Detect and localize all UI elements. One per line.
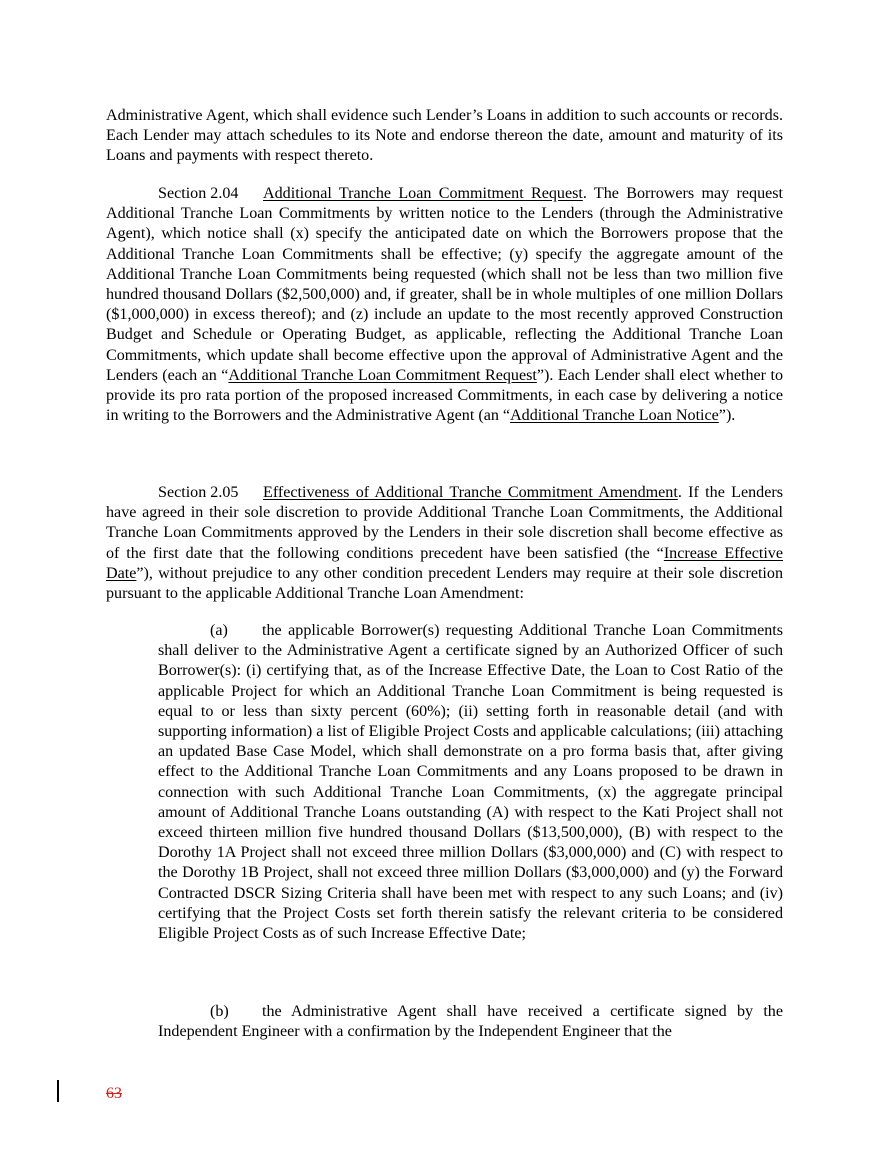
section-2-05-paragraph — [106, 483, 783, 604]
clause-text: the applicable Borrower(s) requesting Additional Tranche Loan Commitments shall deliver to the Administrative Agent a certificate signed by an Authorized Officer of such Borrower(s): (i) certifying that, as of the Increase Effective Date, the Loan to Cost Ratio of the applicable Project for which an Additional Tranche Loan Commitment is being requested is equal to or less than sixty percent (60%); (ii) setting forth in reasonable detail (and with supporting information) a list of Eligible Project Costs and applicable calculations; (iii) attaching an updated Base Case Model, which shall demonstrate on a pro forma basis that, after giving effect to the Additional Tranche Loan Commitments and any Loans proposed to be drawn in connection with such Additional Tranche Loan Commitments, (x) the aggregate principal amount of Additional Tranche Loans outstanding (A) with respect to the Kati Project shall not exceed thirteen million five hundred thousand Dollars ($13,500,000), (B) with respect to the Dorothy 1A Project shall not exceed three million Dollars ($3,000,000) and (C) with respect to the Dorothy 1B Project, shall not exceed three million Dollars ($3,000,000) and (y) the Forward Contracted DSCR Sizing Criteria shall have been met with respect to any such Loans; and (iv) certifying that the Project Costs set forth therein satisfy the relevant criteria to be considered Eligible Project Costs as of such Increase Effective Date; — [158, 622, 783, 943]
section-body-part: . The Borrowers may request Additional Tranche Loan Commitments by written notice to the Lenders (through the Administrative Agent), which notice shall (x) specify the anticipated date on which the Borrowers propose that the Additional Tranche Loan Commitments shall be effective; (y) specify the aggregate amount of the Additional Tranche Loan Commitments being requested (which shall not be less than two million five hundred thousand Dollars ($2,500,000) and, if greater, shall be in whole multiples of one million Dollars ($1,000,000) in excess thereof); and (z) include an update to the most recently approved Construction Budget and Schedule or Operating Budget, as applicable, reflecting the Additional Tranche Loan Commitments, which update shall become effective upon the approval of Administrative Agent and the Lenders (each an “ — [106, 185, 783, 384]
defined-term: Additional Tranche Loan Commitment Request — [228, 366, 537, 384]
section-title: Additional Tranche Loan Commitment Request — [263, 185, 583, 202]
section-number: Section 2.05 — [158, 484, 239, 501]
section-body-part: . If the Lenders have agreed in their sole discretion to provide Additional Tranche Loan Commitments, the Additional Tranche Loan Commitments approved by the Lenders in their sole discretion shall become effective as of the first date that the following conditions precedent have been satisfied (the “ — [106, 484, 783, 562]
clause-b — [158, 1002, 783, 1042]
defined-term: Additional Tranche Loan Notice — [510, 407, 719, 425]
top-paragraph: Administrative Agent, which shall evidence such Lender’s Loans in addition to such accounts or records. Each Lender may attach schedules to its Note and endorse thereon the date, amount and maturity of its Loans and payments with respect thereto. — [106, 107, 783, 165]
clause-label: (a) — [210, 622, 228, 639]
section-number: Section 2.04 — [158, 185, 239, 202]
section-2-04-paragraph — [106, 184, 783, 426]
section-body-part: ”), without prejudice to any other condition precedent Lenders may require at their sole discretion pursuant to the applicable Additional Tranche Loan Amendment: — [106, 564, 783, 603]
page-number: 63 — [106, 1085, 122, 1102]
section-title: Effectiveness of Additional Tranche Commitment Amendment — [263, 484, 678, 501]
revision-bar — [57, 1080, 59, 1102]
section-body-part: ”). — [718, 407, 736, 425]
section-body-part: ”). Each Lender shall elect whether to provide its pro rata portion of the proposed increased Commitments, in each case by delivering a notice in writing to the Borrowers and the Administrative Agent (an “ — [106, 366, 783, 425]
clause-label: (b) — [210, 1003, 229, 1020]
clause-text: the Administrative Agent shall have received a certificate signed by the Independent Engineer with a confirmation by the Independent Engineer that the — [158, 1003, 783, 1041]
defined-term: Increase Effective Date — [106, 544, 783, 582]
clause-a — [158, 621, 783, 944]
